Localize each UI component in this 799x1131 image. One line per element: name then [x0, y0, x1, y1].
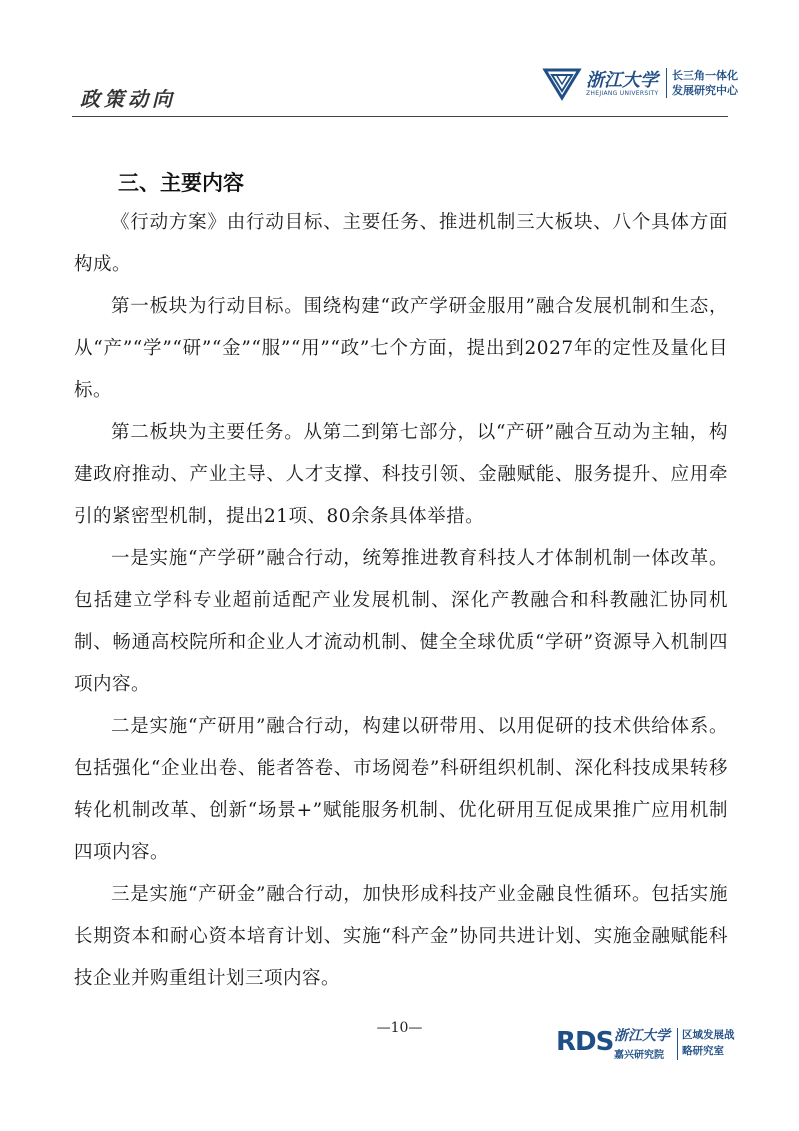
paragraph: 二是实施“产研用”融合行动，构建以研带用、以用促研的技术供给体系。包括强化“企业出卷、能者答卷、市场阅卷”科研组织机制、深化科技成果转移转化机制改革、创新“场景+”赋能服务机制、优化研用互促成果推广应用机制四项内容。	[74, 716, 728, 863]
body-text	[74, 202, 728, 1000]
header-rule	[72, 116, 728, 117]
logo-center-name: 长三角一体化发展研究中心	[672, 69, 738, 97]
rds-university-name: 浙江大学	[614, 1028, 670, 1044]
paragraph: 第二板块为主要任务。从第二到第七部分，以“产研”融合互动为主轴，构建政府推动、产业主导、人才支撑、科技引领、金融赋能、服务提升、应用牵引的紧密型机制，提出21项、80余条具体举措。	[74, 422, 728, 527]
logo-divider	[666, 68, 667, 98]
page-number: —10—	[376, 1020, 423, 1036]
paragraph: 第一板块为行动目标。围绕构建“政产学研金服用”融合发展机制和生态，从“产”“学”“研”“金”“服”“用”“政”七个方面，提出到2027年的定性及量化目标。	[74, 296, 728, 401]
logo-university-en: ZHEJIANG UNIVERSITY	[586, 90, 659, 97]
paragraph: 一是实施“产学研”融合行动，统筹推进教育科技人才体制机制一体改革。包括建立学科专业超前适配产业发展机制、深化产教融合和科教融汇协同机制、畅通高校院所和企业人才流动机制、健全全球优质“学研”资源导入机制四项内容。	[74, 548, 728, 695]
paragraph: 《行动方案》由行动目标、主要任务、推进机制三大板块、八个具体方面构成。	[74, 212, 728, 275]
rds-divider	[677, 1028, 678, 1060]
section-heading: 三、主要内容	[118, 171, 244, 195]
rds-office-name: 区域发展战略研究室	[682, 1029, 735, 1057]
rds-mark: RDS	[556, 1027, 614, 1057]
rds-institute-name: 嘉兴研究院	[614, 1050, 664, 1061]
zju-center-logo	[542, 62, 738, 106]
logo-university-name: 浙江大学	[586, 70, 658, 91]
header-title: 政策动向	[80, 87, 176, 111]
paragraph: 三是实施“产研金”融合行动，加快形成科技产业金融良性循环。包括实施长期资本和耐心资本培育计划、实施“科产金”协同共进计划、实施金融赋能科技企业并购重组计划三项内容。	[74, 884, 728, 989]
rds-logo	[556, 1025, 736, 1065]
zju-emblem-icon	[542, 62, 582, 102]
